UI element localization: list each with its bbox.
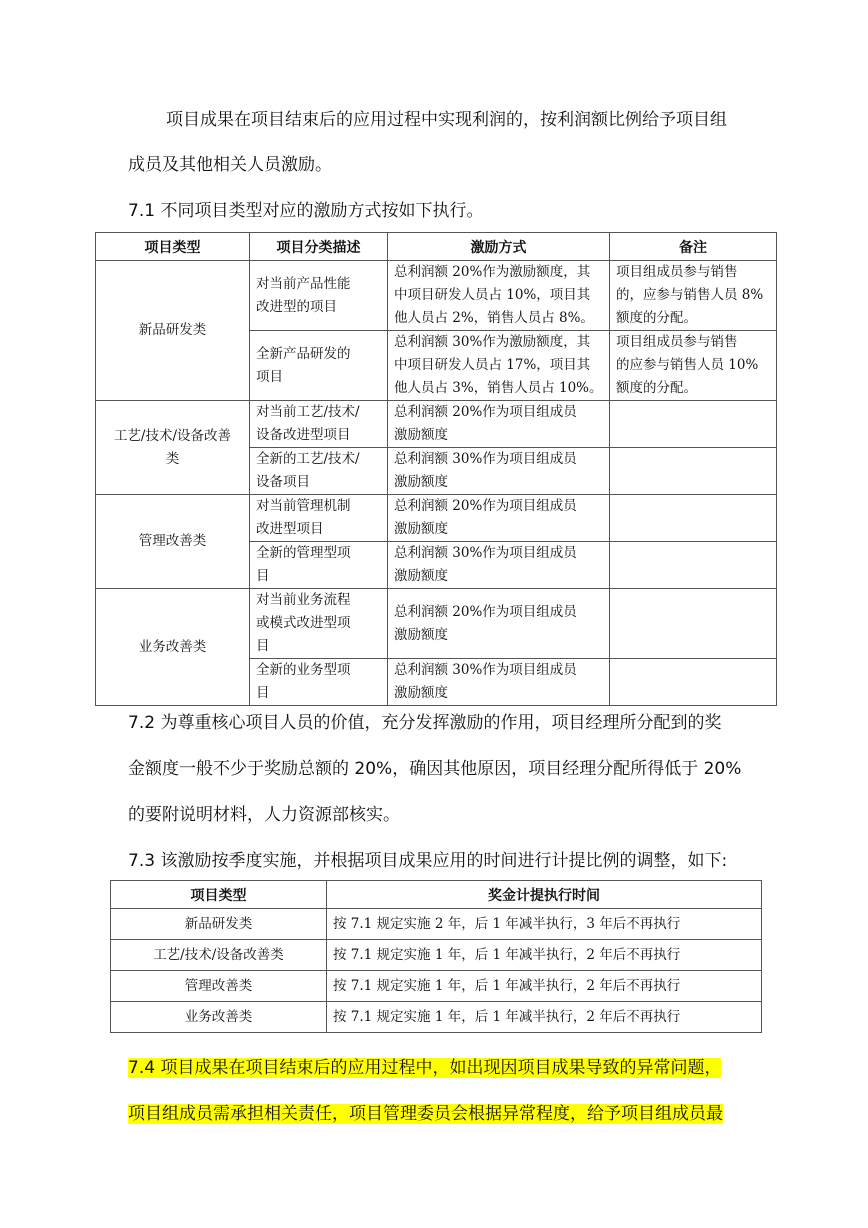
paragraph-intro-line2: 成员及其他相关人员激励。 — [128, 155, 332, 175]
bonus-schedule-table — [110, 880, 762, 1033]
incentive-method-cell: 总利润额 20%作为项目组成员 激励额度 — [388, 589, 610, 659]
section-7-2-line2: 金额度一般不少于奖励总额的 20%，确因其他原因，项目经理分配所得低于 20% — [128, 759, 742, 779]
table-row — [111, 1002, 762, 1033]
table-header: 项目类型 — [96, 233, 250, 261]
project-type-cell: 新品研发类 — [111, 909, 327, 940]
table-row — [111, 971, 762, 1002]
note-cell — [610, 542, 777, 589]
section-7-4-line1 — [128, 1055, 748, 1081]
project-desc-cell: 全新的业务型项 目 — [250, 659, 388, 706]
table-header: 奖金计提执行时间 — [327, 881, 762, 909]
section-7-3-heading: 7.3 该激励按季度实施，并根据项目成果应用的时间进行计提比例的调整，如下: — [128, 851, 728, 871]
project-type-cell: 业务改善类 — [96, 589, 250, 706]
note-cell — [610, 495, 777, 542]
incentive-table — [95, 232, 777, 706]
project-desc-cell: 全新产品研发的 项目 — [250, 331, 388, 401]
project-type-cell: 管理改善类 — [96, 495, 250, 589]
project-desc-cell: 对当前业务流程 或模式改进型项 目 — [250, 589, 388, 659]
execution-time-cell: 按 7.1 规定实施 2 年，后 1 年减半执行，3 年后不再执行 — [327, 909, 762, 940]
project-desc-cell: 对当前产品性能 改进型的项目 — [250, 261, 388, 331]
note-cell — [610, 659, 777, 706]
project-type-cell: 新品研发类 — [96, 261, 250, 401]
section-7-2-line3: 的要附说明材料，人力资源部核实。 — [128, 805, 400, 825]
note-cell — [610, 589, 777, 659]
project-desc-cell: 全新的工艺/技术/ 设备项目 — [250, 448, 388, 495]
table-row — [111, 940, 762, 971]
highlighted-text: 项目组成员需承担相关责任，项目管理委员会根据异常程度，给予项目组成员最 — [128, 1104, 723, 1124]
project-desc-cell: 对当前工艺/技术/ 设备改进型项目 — [250, 401, 388, 448]
highlighted-text: 7.4 项目成果在项目结束后的应用过程中，如出现因项目成果导致的异常问题， — [128, 1058, 722, 1078]
paragraph-intro-line1: 项目成果在项目结束后的应用过程中实现利润的，按利润额比例给予项目组 — [166, 110, 727, 130]
note-cell — [610, 448, 777, 495]
section-7-1-heading: 7.1 不同项目类型对应的激励方式按如下执行。 — [128, 201, 484, 221]
section-7-2-line1: 7.2 为尊重核心项目人员的价值，充分发挥激励的作用，项目经理所分配到的奖 — [128, 713, 722, 733]
execution-time-cell: 按 7.1 规定实施 1 年，后 1 年减半执行，2 年后不再执行 — [327, 971, 762, 1002]
incentive-method-cell: 总利润额 20%作为激励额度，其 中项目研发人员占 10%，项目其 他人员占 2%，销售人员占 8%。 — [388, 261, 610, 331]
note-cell — [610, 401, 777, 448]
incentive-method-cell: 总利润额 30%作为项目组成员 激励额度 — [388, 448, 610, 495]
project-type-cell: 工艺/技术/设备改善类 — [111, 940, 327, 971]
incentive-method-cell: 总利润额 30%作为项目组成员 激励额度 — [388, 542, 610, 589]
incentive-method-cell: 总利润额 30%作为激励额度，其 中项目研发人员占 17%，项目其 他人员占 3%，销售人员占 10%。 — [388, 331, 610, 401]
incentive-method-cell: 总利润额 20%作为项目组成员 激励额度 — [388, 401, 610, 448]
section-7-4-line2 — [128, 1101, 748, 1127]
project-type-cell: 管理改善类 — [111, 971, 327, 1002]
project-type-cell: 工艺/技术/设备改善 类 — [96, 401, 250, 495]
project-desc-cell: 全新的管理型项 目 — [250, 542, 388, 589]
note-cell: 项目组成员参与销售 的应参与销售人员 10% 额度的分配。 — [610, 331, 777, 401]
execution-time-cell: 按 7.1 规定实施 1 年，后 1 年减半执行，2 年后不再执行 — [327, 1002, 762, 1033]
project-type-cell: 业务改善类 — [111, 1002, 327, 1033]
table-header: 激励方式 — [388, 233, 610, 261]
project-desc-cell: 对当前管理机制 改进型项目 — [250, 495, 388, 542]
table-row — [111, 909, 762, 940]
table-header: 项目类型 — [111, 881, 327, 909]
execution-time-cell: 按 7.1 规定实施 1 年，后 1 年减半执行，2 年后不再执行 — [327, 940, 762, 971]
incentive-method-cell: 总利润额 20%作为项目组成员 激励额度 — [388, 495, 610, 542]
table-header: 项目分类描述 — [250, 233, 388, 261]
table-header: 备注 — [610, 233, 777, 261]
note-cell: 项目组成员参与销售 的，应参与销售人员 8% 额度的分配。 — [610, 261, 777, 331]
incentive-method-cell: 总利润额 30%作为项目组成员 激励额度 — [388, 659, 610, 706]
